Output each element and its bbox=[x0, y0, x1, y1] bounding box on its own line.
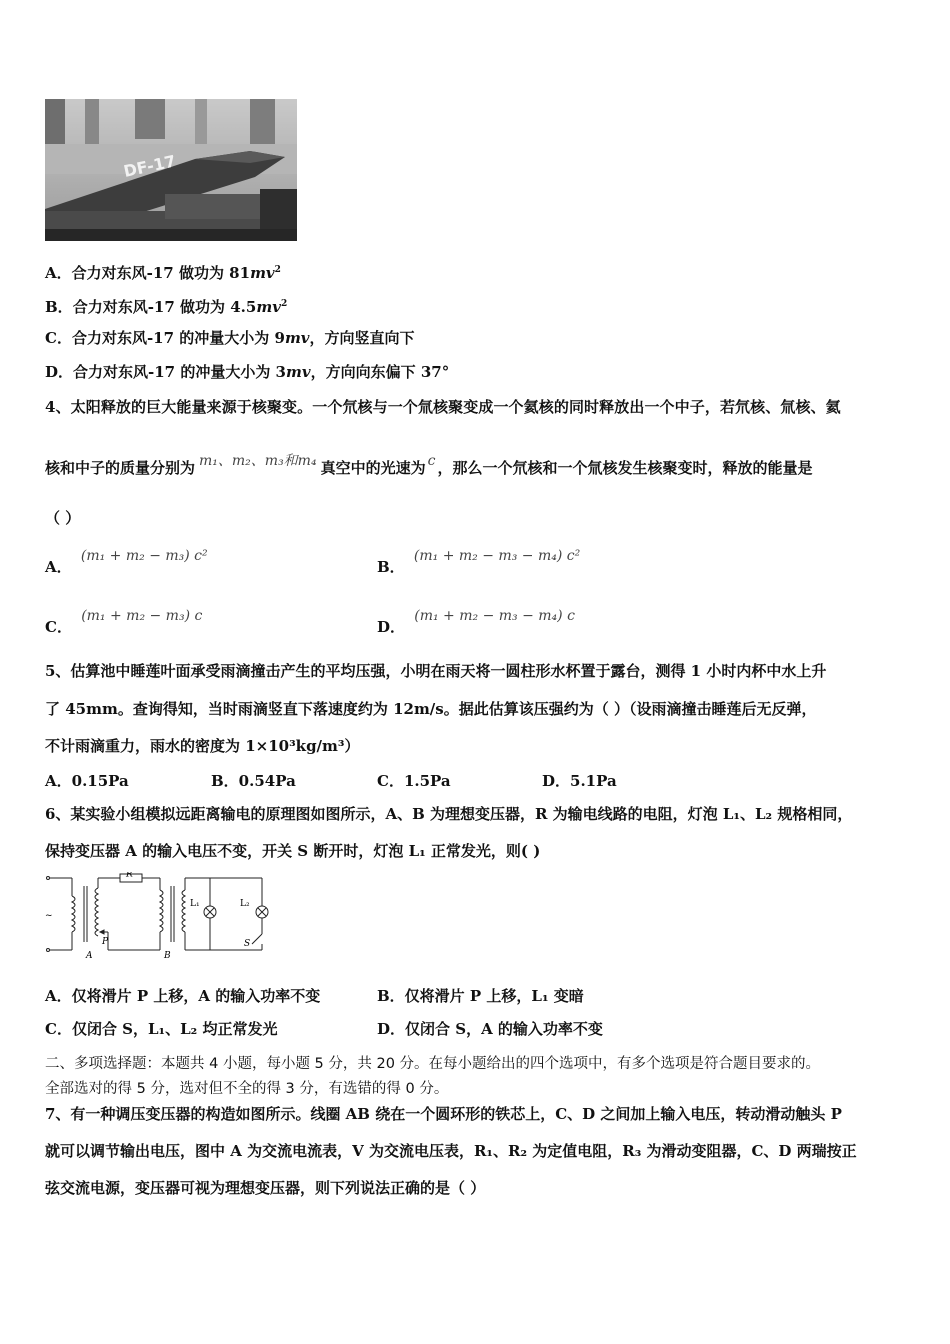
q3-option-b[interactable]: B．合力对东风-17 做功为 $4.5mv^2$ bbox=[45, 298, 288, 316]
q5-option-a[interactable]: A．0.15Pa bbox=[45, 772, 129, 790]
q4-option-b[interactable]: B． (m₁ + m₂ − m₃ − m₄) c² bbox=[377, 548, 581, 576]
q6-option-c[interactable]: C．仅闭合 S，L₁、L₂ 均正常发光 bbox=[45, 1020, 278, 1038]
q7-stem-line2: 就可以调节输出电压，图中 A 为交流电流表，V 为交流电压表，R₁、R₂ 为定值电阻，R₃ 为滑动变阻器，C、D 两瑞按正 bbox=[45, 1142, 857, 1160]
q7-stem-line3: 弦交流电源，变压器可视为理想变压器，则下列说法正确的是（ ） bbox=[45, 1179, 486, 1197]
q5-option-c[interactable]: C．1.5Pa bbox=[377, 772, 451, 790]
label-r: R bbox=[126, 872, 133, 880]
q4-masses: m₁、m₂、m₃和m₄ bbox=[199, 453, 317, 469]
df17-label: DF-17 bbox=[121, 151, 178, 181]
q6-stem-line2: 保持变压器 A 的输入电压不变，开关 S 断开时，灯泡 L₁ 正常发光，则( ) bbox=[45, 842, 541, 860]
label-l2: L₂ bbox=[240, 899, 250, 909]
ac-source-symbol: ~ bbox=[45, 911, 53, 921]
q4-paren: （ ） bbox=[45, 509, 81, 527]
q6-option-a[interactable]: A．仅将滑片 P 上移，A 的输入功率不变 bbox=[45, 987, 321, 1005]
q6-circuit-diagram bbox=[40, 872, 270, 960]
section2-line2: 全部选对的得 5 分，选对但不全的得 3 分，有选错的得 0 分。 bbox=[45, 1081, 449, 1097]
label-s: S bbox=[244, 939, 251, 949]
label-a: A bbox=[86, 951, 93, 960]
q5-stem-line3: 不计雨滴重力，雨水的密度为 1×10³kg/m³） bbox=[45, 737, 360, 755]
label-p: P bbox=[102, 937, 109, 947]
df17-photo bbox=[45, 99, 297, 241]
q3-option-c[interactable]: C．合力对东风-17 的冲量大小为 9mv，方向竖直向下 bbox=[45, 329, 415, 347]
q6-option-d[interactable]: D．仅闭合 S，A 的输入功率不变 bbox=[377, 1020, 603, 1038]
q4-option-a[interactable]: A． (m₁ + m₂ − m₃) c² bbox=[45, 548, 208, 576]
section2-line1: 二、多项选择题：本题共 4 小题，每小题 5 分，共 20 分。在每小题给出的四个选项中，有多个选项是符合题目要求的。 bbox=[45, 1056, 821, 1072]
label-b: B bbox=[164, 951, 171, 960]
label-l1: L₁ bbox=[190, 899, 200, 909]
q5-stem-line2: 了 45mm。查询得知，当时雨滴竖直下落速度约为 12m/s。据此估算该压强约为（ ）（设雨滴撞击睡莲后无反弹， bbox=[45, 700, 817, 718]
q5-option-d[interactable]: D．5.1Pa bbox=[542, 772, 617, 790]
q6-stem-line1: 6、某实验小组模拟远距离输电的原理图如图所示，A、B 为理想变压器，R 为输电线路的电阻，灯泡 L₁、L₂ 规格相同， bbox=[45, 805, 853, 823]
q5-option-b[interactable]: B．0.54Pa bbox=[211, 772, 296, 790]
q4-option-d[interactable]: D． (m₁ + m₂ − m₃ − m₄) c bbox=[377, 608, 575, 636]
q7-stem-line1: 7、有一种调压变压器的构造如图所示。线圈 AB 绕在一个圆环形的铁芯上，C、D 之间加上输入电压，转动滑动触头 P bbox=[45, 1105, 842, 1123]
q4-c: c bbox=[427, 453, 436, 469]
q4-stem-line1: 4、太阳释放的巨大能量来源于核聚变。一个氘核与一个氚核聚变成一个氦核的同时释放出一个中子，若氘核、氚核、氦 bbox=[45, 398, 841, 416]
q3-option-d[interactable]: D．合力对东风-17 的冲量大小为 3mv，方向向东偏下 37° bbox=[45, 363, 450, 381]
q6-option-b[interactable]: B．仅将滑片 P 上移，L₁ 变暗 bbox=[377, 987, 584, 1005]
q4-stem-line2: 核和中子的质量分别为 m₁、m₂、m₃和m₄ 真空中的光速为 c ，那么一个氘核和一个氚核发生核聚变时，释放的能量是 bbox=[45, 453, 813, 477]
q5-stem-line1: 5、估算池中睡莲叶面承受雨滴撞击产生的平均压强，小明在雨天将一圆柱形水杯置于露台，测得 1 小时内杯中水上升 bbox=[45, 662, 827, 680]
q4-option-c[interactable]: C． (m₁ + m₂ − m₃) c bbox=[45, 608, 203, 636]
q3-option-a[interactable]: A．合力对东风-17 做功为 $81mv^2$ bbox=[45, 264, 281, 282]
